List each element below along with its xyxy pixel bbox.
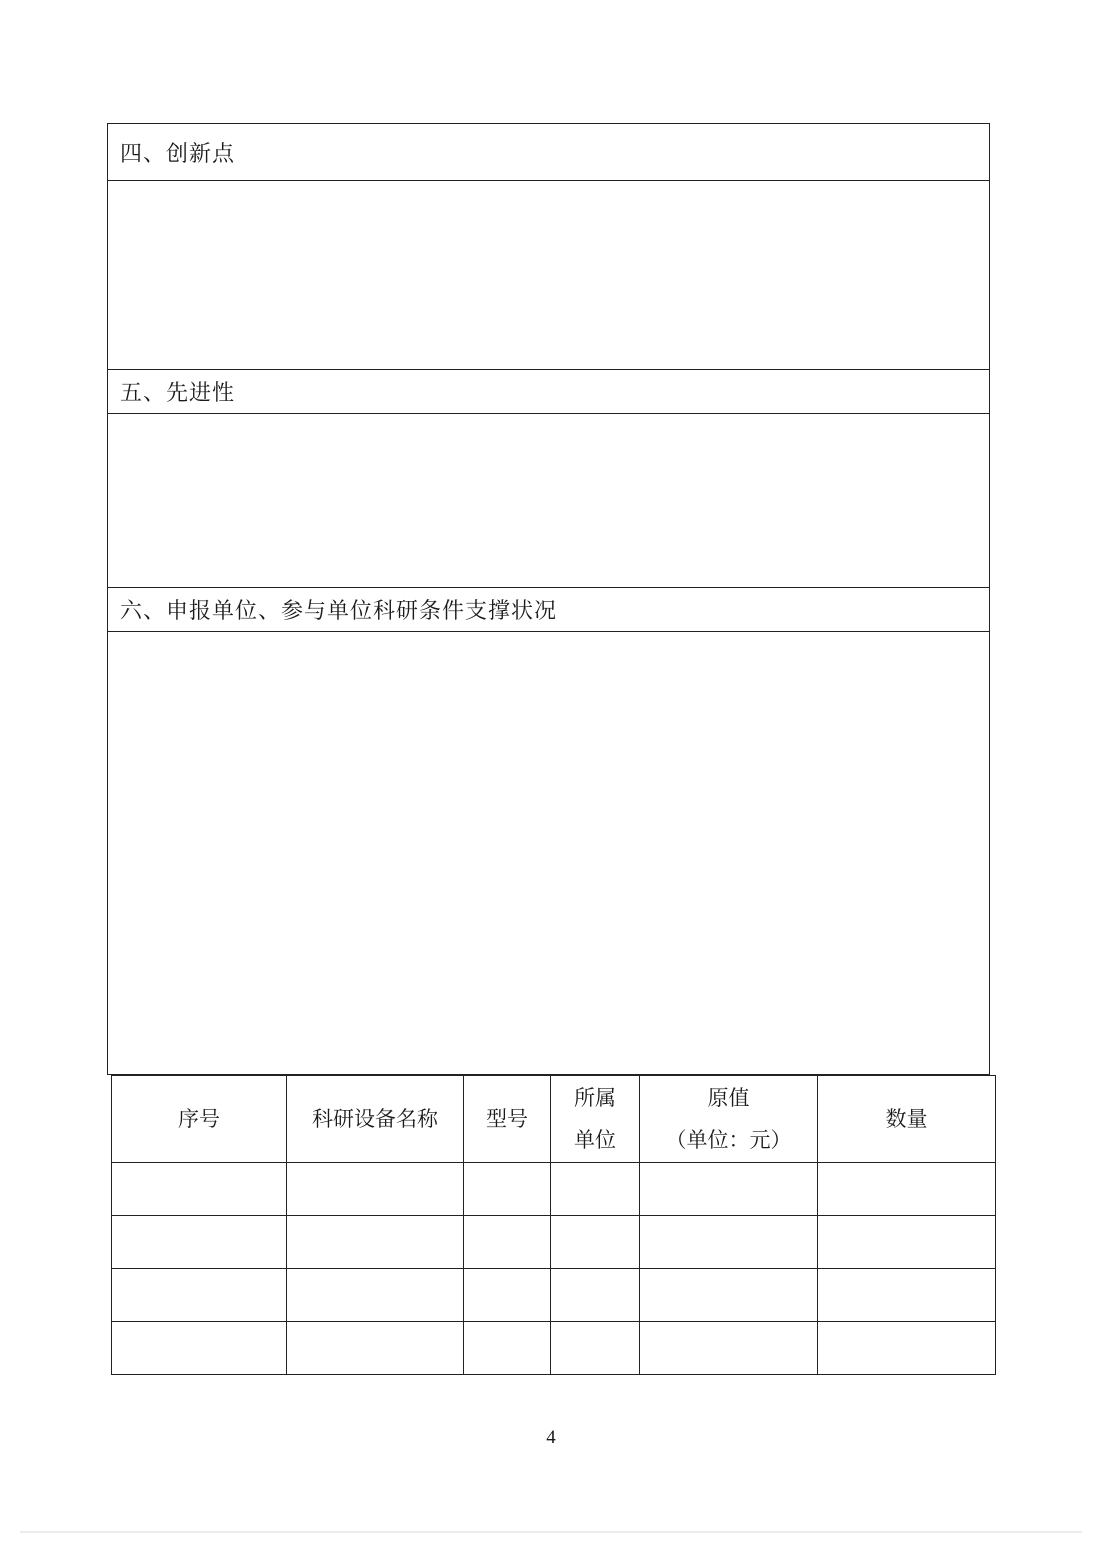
section-header-innovation: 四、创新点 <box>108 124 989 181</box>
table-cell[interactable] <box>464 1322 551 1375</box>
table-cell[interactable] <box>640 1269 818 1322</box>
application-form <box>107 123 990 1075</box>
header-model: 型号 <box>464 1076 551 1163</box>
table-header-row <box>112 1076 996 1163</box>
page-number: 4 <box>546 1427 556 1448</box>
table-row <box>112 1322 996 1375</box>
table-cell[interactable] <box>287 1216 464 1269</box>
header-serial-number: 序号 <box>112 1076 287 1163</box>
table-cell[interactable] <box>464 1269 551 1322</box>
section-content-innovation[interactable] <box>108 181 989 370</box>
table-cell[interactable] <box>818 1163 996 1216</box>
table-cell[interactable] <box>818 1269 996 1322</box>
table-cell[interactable] <box>551 1322 640 1375</box>
section-content-advancement[interactable] <box>108 414 989 588</box>
table-cell[interactable] <box>287 1269 464 1322</box>
table-cell[interactable] <box>551 1163 640 1216</box>
table-cell[interactable] <box>640 1216 818 1269</box>
scan-edge-line <box>20 1531 1082 1533</box>
table-cell[interactable] <box>818 1216 996 1269</box>
equipment-table <box>111 1075 996 1375</box>
table-cell[interactable] <box>112 1163 287 1216</box>
header-original-value: 原值 （单位：元） <box>640 1076 818 1163</box>
header-owner-unit: 所属 单位 <box>551 1076 640 1163</box>
table-row <box>112 1216 996 1269</box>
table-cell[interactable] <box>287 1322 464 1375</box>
section-header-advancement: 五、先进性 <box>108 370 989 414</box>
table-cell[interactable] <box>112 1216 287 1269</box>
table-cell[interactable] <box>464 1163 551 1216</box>
table-cell[interactable] <box>640 1322 818 1375</box>
table-cell[interactable] <box>287 1163 464 1216</box>
section-header-research-conditions: 六、申报单位、参与单位科研条件支撑状况 <box>108 588 989 632</box>
table-cell[interactable] <box>551 1216 640 1269</box>
table-cell[interactable] <box>112 1269 287 1322</box>
header-equipment-name: 科研设备名称 <box>287 1076 464 1163</box>
header-quantity: 数量 <box>818 1076 996 1163</box>
table-cell[interactable] <box>112 1322 287 1375</box>
table-cell[interactable] <box>464 1216 551 1269</box>
table-cell[interactable] <box>818 1322 996 1375</box>
table-row <box>112 1163 996 1216</box>
section-content-research-conditions[interactable] <box>108 632 989 1073</box>
table-row <box>112 1269 996 1322</box>
table-cell[interactable] <box>640 1163 818 1216</box>
table-cell[interactable] <box>551 1269 640 1322</box>
